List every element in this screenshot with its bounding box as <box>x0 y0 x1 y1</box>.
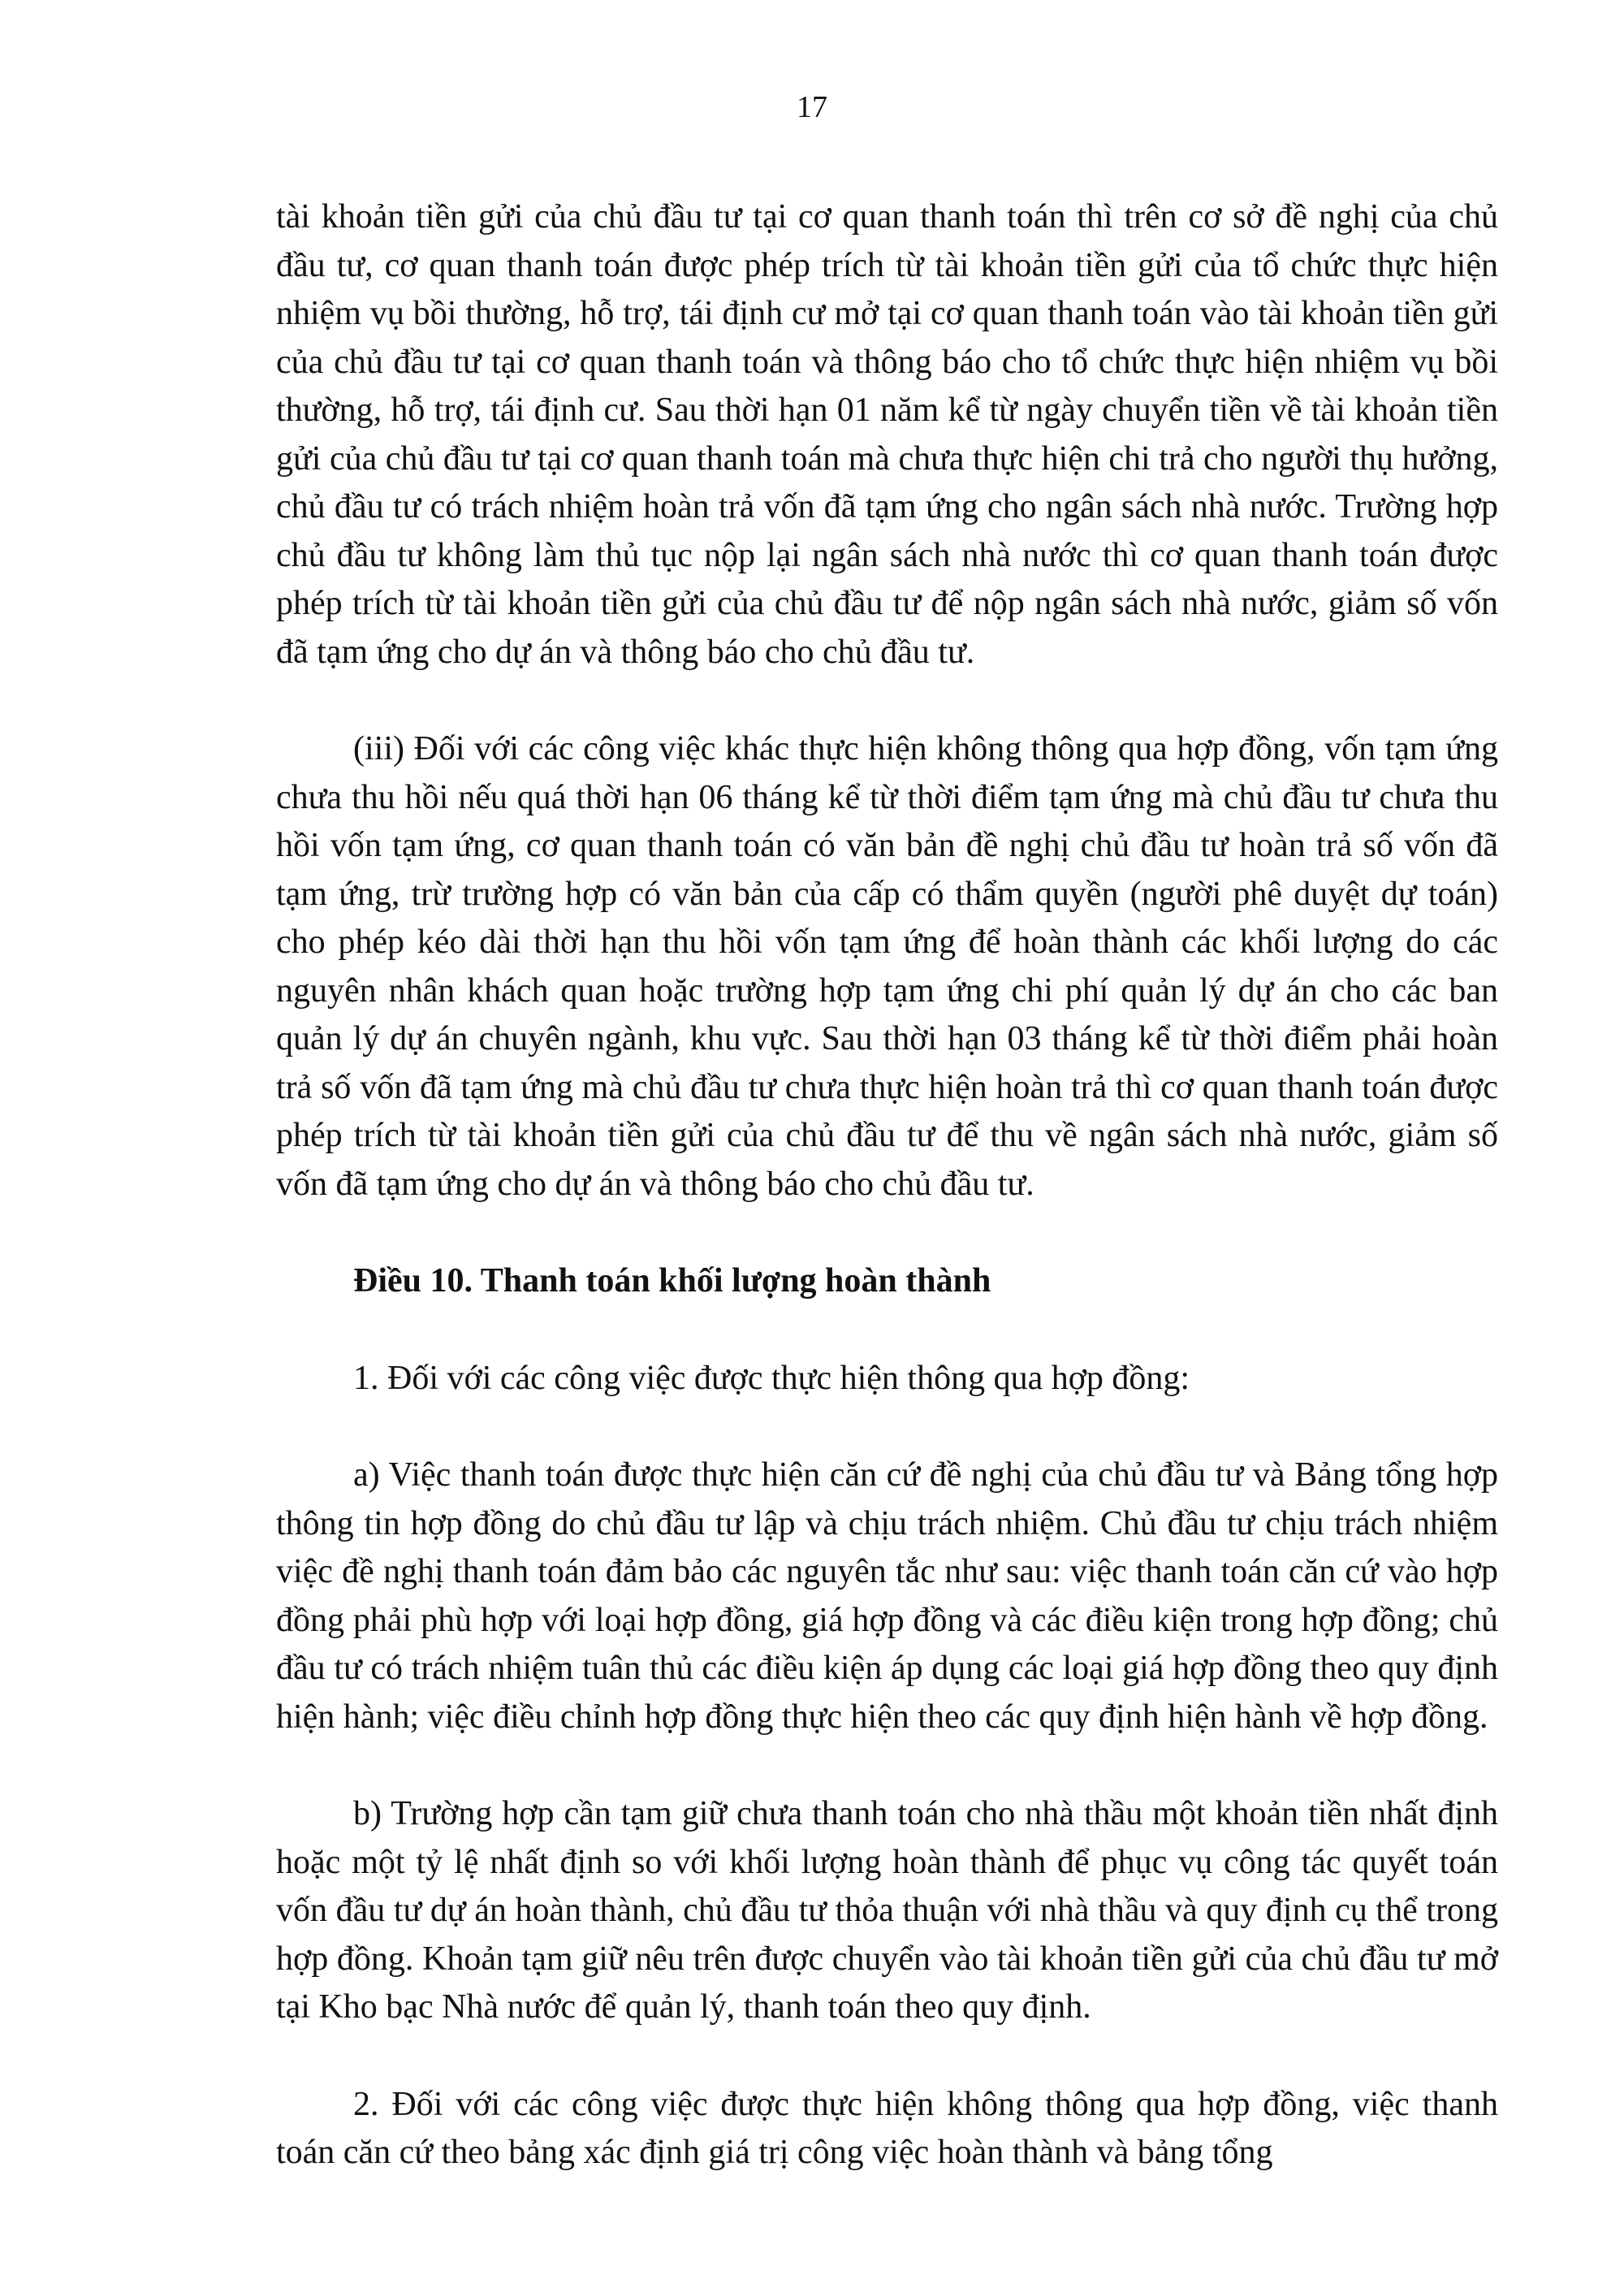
paragraph-point-b: b) Trường hợp cần tạm giữ chưa thanh toán cho nhà thầu một khoản tiền nhất định hoặc một tỷ lệ nhất định so với khối lượng hoàn thành để phục vụ công tác quyết toán vốn đầu tư dự án hoàn thành, chủ đầu tư thỏa thuận với nhà thầu và quy định cụ thể trong hợp đồng. Khoản tạm giữ nêu trên được chuyển vào tài khoản tiền gửi của chủ đầu tư mở tại Kho bạc Nhà nước để quản lý, thanh toán theo quy định. <box>276 1795 1498 2026</box>
page-number: 17 <box>797 90 827 124</box>
paragraph-clause-1: 1. Đối với các công việc được thực hiện thông qua hợp đồng: <box>353 1359 1190 1397</box>
paragraph-clause-2: 2. Đối với các công việc được thực hiện không thông qua hợp đồng, việc thanh toán căn cứ theo bảng xác định giá trị công việc hoàn thành và bảng tổng <box>276 2085 1498 2171</box>
article-heading: Điều 10. Thanh toán khối lượng hoàn thành <box>353 1262 991 1300</box>
paragraph-advance-compensation: tài khoản tiền gửi của chủ đầu tư tại cơ quan thanh toán thì trên cơ sở đề nghị của chủ đầu tư, cơ quan thanh toán được phép trích từ tài khoản tiền gửi của tổ chức thực hiện nhiệm vụ bồi thường, hỗ trợ, tái định cư mở tại cơ quan thanh toán vào tài khoản tiền gửi của chủ đầu tư tại cơ quan thanh toán và thông báo cho tổ chức thực hiện nhiệm vụ bồi thường, hỗ trợ, tái định cư. Sau thời hạn 01 năm kể từ ngày chuyển tiền về tài khoản tiền gửi của chủ đầu tư tại cơ quan thanh toán mà chưa thực hiện chi trả cho người thụ hưởng, chủ đầu tư có trách nhiệm hoàn trả vốn đã tạm ứng cho ngân sách nhà nước. Trường hợp chủ đầu tư không làm thủ tục nộp lại ngân sách nhà nước thì cơ quan thanh toán được phép trích từ tài khoản tiền gửi của chủ đầu tư để nộp ngân sách nhà nước, giảm số vốn đã tạm ứng cho dự án và thông báo cho chủ đầu tư. <box>276 198 1498 671</box>
paragraph-other-works-advance: (iii) Đối với các công việc khác thực hiện không thông qua hợp đồng, vốn tạm ứng chưa thu hồi nếu quá thời hạn 06 tháng kể từ thời điểm tạm ứng mà chủ đầu tư chưa thu hồi vốn tạm ứng, cơ quan thanh toán có văn bản đề nghị chủ đầu tư hoàn trả số vốn đã tạm ứng, trừ trường hợp có văn bản của cấp có thẩm quyền (người phê duyệt dự toán) cho phép kéo dài thời hạn thu hồi vốn tạm ứng để hoàn thành các khối lượng do các nguyên nhân khách quan hoặc trường hợp tạm ứng chi phí quản lý dự án cho các ban quản lý dự án chuyên ngành, khu vực. Sau thời hạn 03 tháng kể từ thời điểm phải hoàn trả số vốn đã tạm ứng mà chủ đầu tư chưa thực hiện hoàn trả thì cơ quan thanh toán được phép trích từ tài khoản tiền gửi của chủ đầu tư để thu về ngân sách nhà nước, giảm số vốn đã tạm ứng cho dự án và thông báo cho chủ đầu tư. <box>276 730 1498 1203</box>
document-body <box>276 193 1498 2178</box>
paragraph-point-a: a) Việc thanh toán được thực hiện căn cứ đề nghị của chủ đầu tư và Bảng tổng hợp thông tin hợp đồng do chủ đầu tư lập và chịu trách nhiệm. Chủ đầu tư chịu trách nhiệm việc đề nghị thanh toán đảm bảo các nguyên tắc như sau: việc thanh toán căn cứ vào hợp đồng phải phù hợp với loại hợp đồng, giá hợp đồng và các điều kiện trong hợp đồng; chủ đầu tư có trách nhiệm tuân thủ các điều kiện áp dụng các loại giá hợp đồng theo quy định hiện hành; việc điều chỉnh hợp đồng thực hiện theo các quy định hiện hành về hợp đồng. <box>276 1456 1498 1736</box>
